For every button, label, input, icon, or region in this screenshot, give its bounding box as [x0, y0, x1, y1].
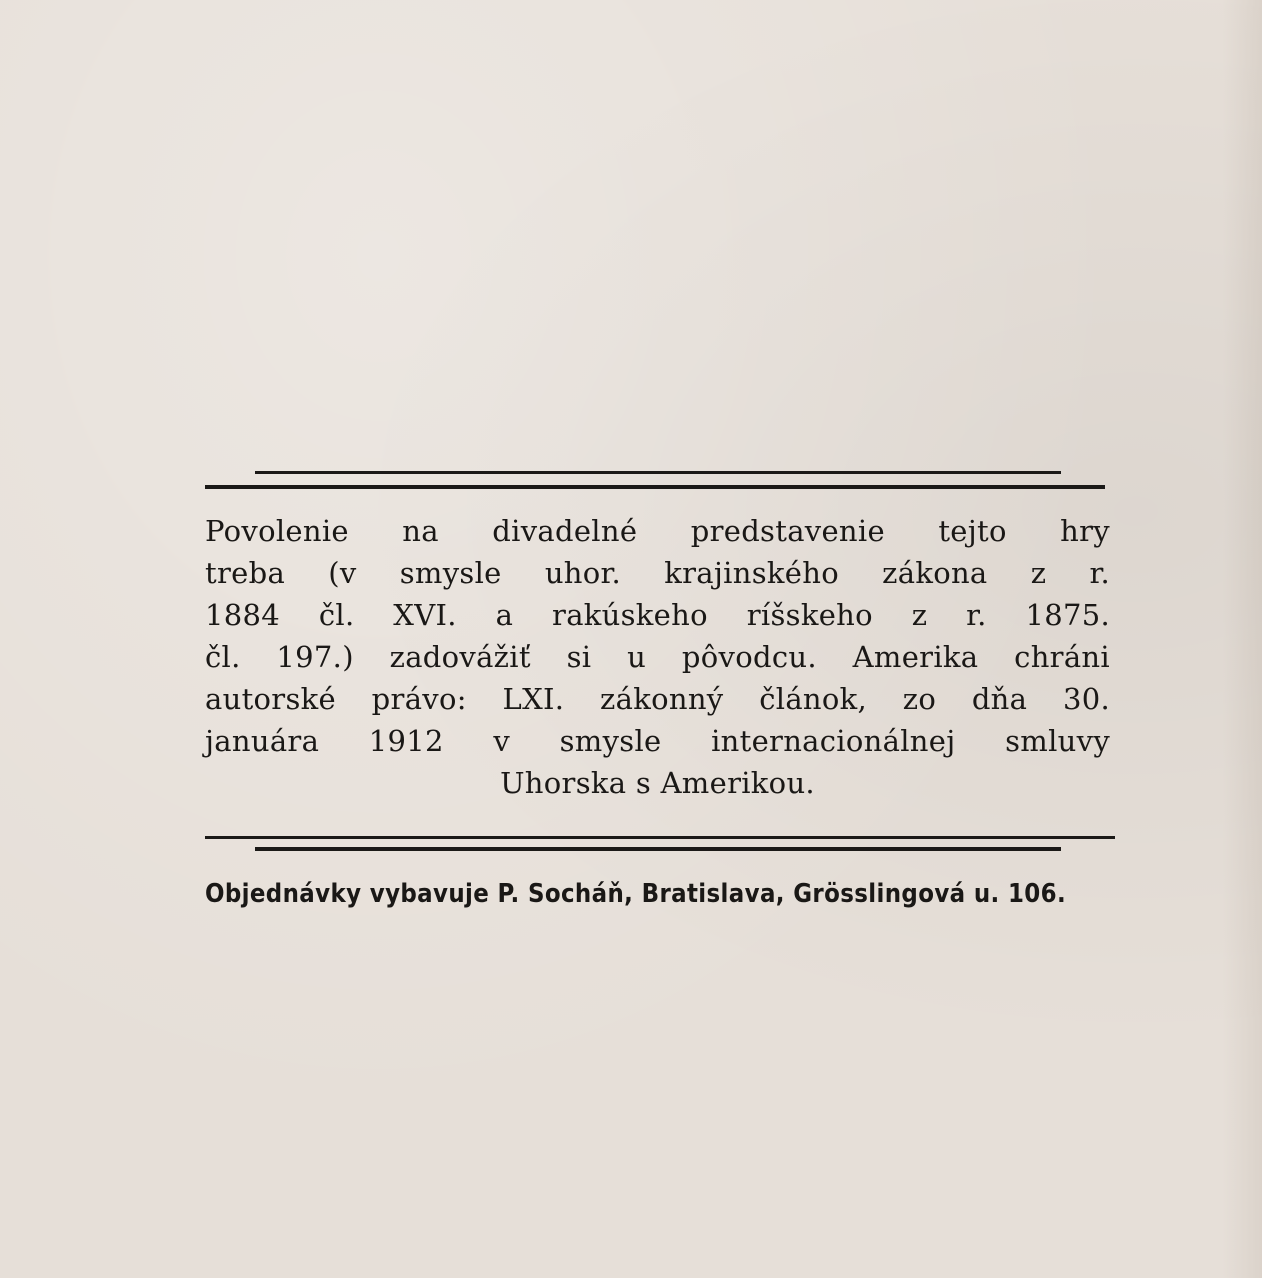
- notice-line-7: Uhorska s Amerikou.: [500, 766, 815, 800]
- orders-line: Objednávky vybavuje P. Socháň, Bratislava, Grösslingová u. 106.: [205, 879, 1067, 909]
- bottom-rule-thick: [255, 847, 1061, 851]
- notice-line-5: autorské právo: LXI. zákonný článok, zo dňa 30.: [205, 682, 1110, 716]
- notice-line-3: 1884 čl. XVI. a rakúskeho ríšskeho z r. 1875.: [205, 598, 1110, 632]
- notice-line-1: Povolenie na divadelné predstavenie tejto hry: [205, 514, 1110, 548]
- notice-line-6: januára 1912 v smysle internacionálnej smluvy: [205, 724, 1110, 758]
- top-rule-thin: [255, 471, 1061, 474]
- notice-line-2: treba (v smysle uhor. krajinského zákona z r.: [205, 556, 1110, 590]
- notice-line-4: čl. 197.) zadovážiť si u pôvodcu. Amerika chráni: [205, 640, 1110, 674]
- top-rule-thick: [205, 485, 1105, 489]
- bottom-rule-thin: [205, 836, 1115, 839]
- page-edge-shadow: [1222, 0, 1262, 1278]
- copyright-notice: [205, 510, 1110, 804]
